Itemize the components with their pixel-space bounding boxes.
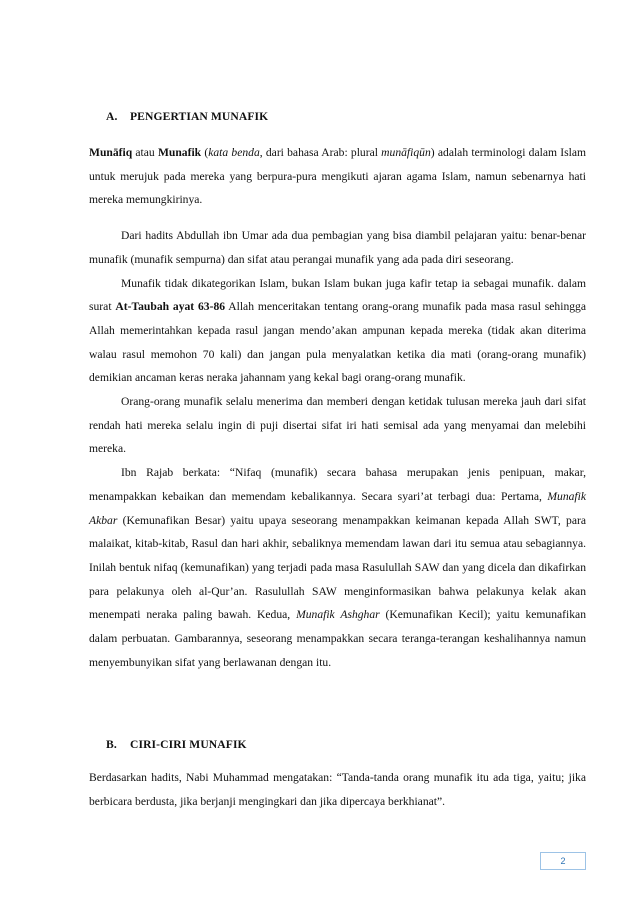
section-b-title: CIRI-CIRI MUNAFIK: [130, 738, 247, 751]
paragraph-ibn-rajab: Ibn Rajab berkata: “Nifaq (munafik) secara bahasa merupakan jenis penipuan, makar, menampakkan kebaikan dan memendam kebalikannya. Secara syari’at terbagi dua: Pertama, Munafik Akbar (Kemunafikan Besar) yaitu upaya seseorang menampakkan keimanan kepada Allah SWT, para malaikat, kitab-kitab, Rasul dan hari akhir, sebaliknya memendam lawan dari itu semua atau sebagiannya. Inilah bentuk nifaq (kemunafikan) yang terjadi pada masa Rasulullah SAW dan yang dicela dan dikafirkan para pelakunya oleh al-Qur’an. Rasulullah SAW menginformasikan bahwa pelakunya kelak akan menempati neraka paling bawah. Kedua, Munafik Ashghar (Kemunafikan Kecil); yaitu kemunafikan dalam perbuatan. Gambarannya, seseorang menampakkan secara teranga-terangan keshalihannya namun menyembunyikan sifat yang berlawanan dengan itu.: [89, 466, 586, 669]
paragraph-at-taubah: Munafik tidak dikategorikan Islam, bukan Islam bukan juga kafir tetap ia sebagai munafik. dalam surat At-Taubah ayat 63-86 Allah menceritakan tentang orang-orang munafik pada masa rasul sehingga Allah memerintahkan kepada rasul jangan mendo’akan ampunan kepada mereka (tidak akan diterima walau rasul memohon 70 kali) dan jangan pula menyalatkan ketika dia mati (orang-orang munafik) demikian ancaman keras neraka jahannam yang kekal bagi orang-orang munafik.: [89, 276, 586, 385]
section-b-body: [89, 766, 586, 813]
section-a-body: [89, 141, 586, 674]
paragraph-sifat-munafik: Orang-orang munafik selalu menerima dan memberi dengan ketidak tulusan mereka jauh dari sifat rendah hati mereka selalu ingin di puji disertai sifat iri hati semisal ada yang menyamai dan melebihi mereka.: [89, 395, 586, 456]
page-number-box: [540, 852, 586, 870]
paragraph-hadith-umar: Dari hadits Abdullah ibn Umar ada dua pembagian yang bisa diambil pelajaran yaitu: benar-benar munafik (munafik sempurna) dan sifat atau perangai munafik yang ada pada diri seseorang.: [89, 229, 586, 266]
section-b-number: B.: [106, 738, 117, 751]
term-munafiq: Munāfiq: [89, 146, 133, 159]
term-munafik: Munafik: [157, 146, 202, 159]
section-b-heading: [106, 738, 247, 751]
section-a-heading: [106, 110, 268, 123]
section-a-number: A.: [106, 110, 118, 123]
paragraph-ciri-munafik: Berdasarkan hadits, Nabi Muhammad mengatakan: “Tanda-tanda orang munafik itu ada tiga, yaitu; jika berbicara berdusta, jika berjanji mengingkari dan jika dipercaya berkhianat”.: [89, 771, 586, 808]
page-number: 2: [560, 856, 566, 866]
surah-reference: At-Taubah ayat 63-86: [115, 300, 226, 314]
paragraph-definition: Munāfiq atau Munafik (kata benda, dari bahasa Arab: plural munāfiqūn) adalah terminologi dalam Islam untuk merujuk pada mereka yang berpura-pura mengikuti ajaran agama Islam, namun sebenarnya hati mereka memungkirinya.: [89, 146, 586, 207]
section-a-title: PENGERTIAN MUNAFIK: [130, 110, 269, 123]
